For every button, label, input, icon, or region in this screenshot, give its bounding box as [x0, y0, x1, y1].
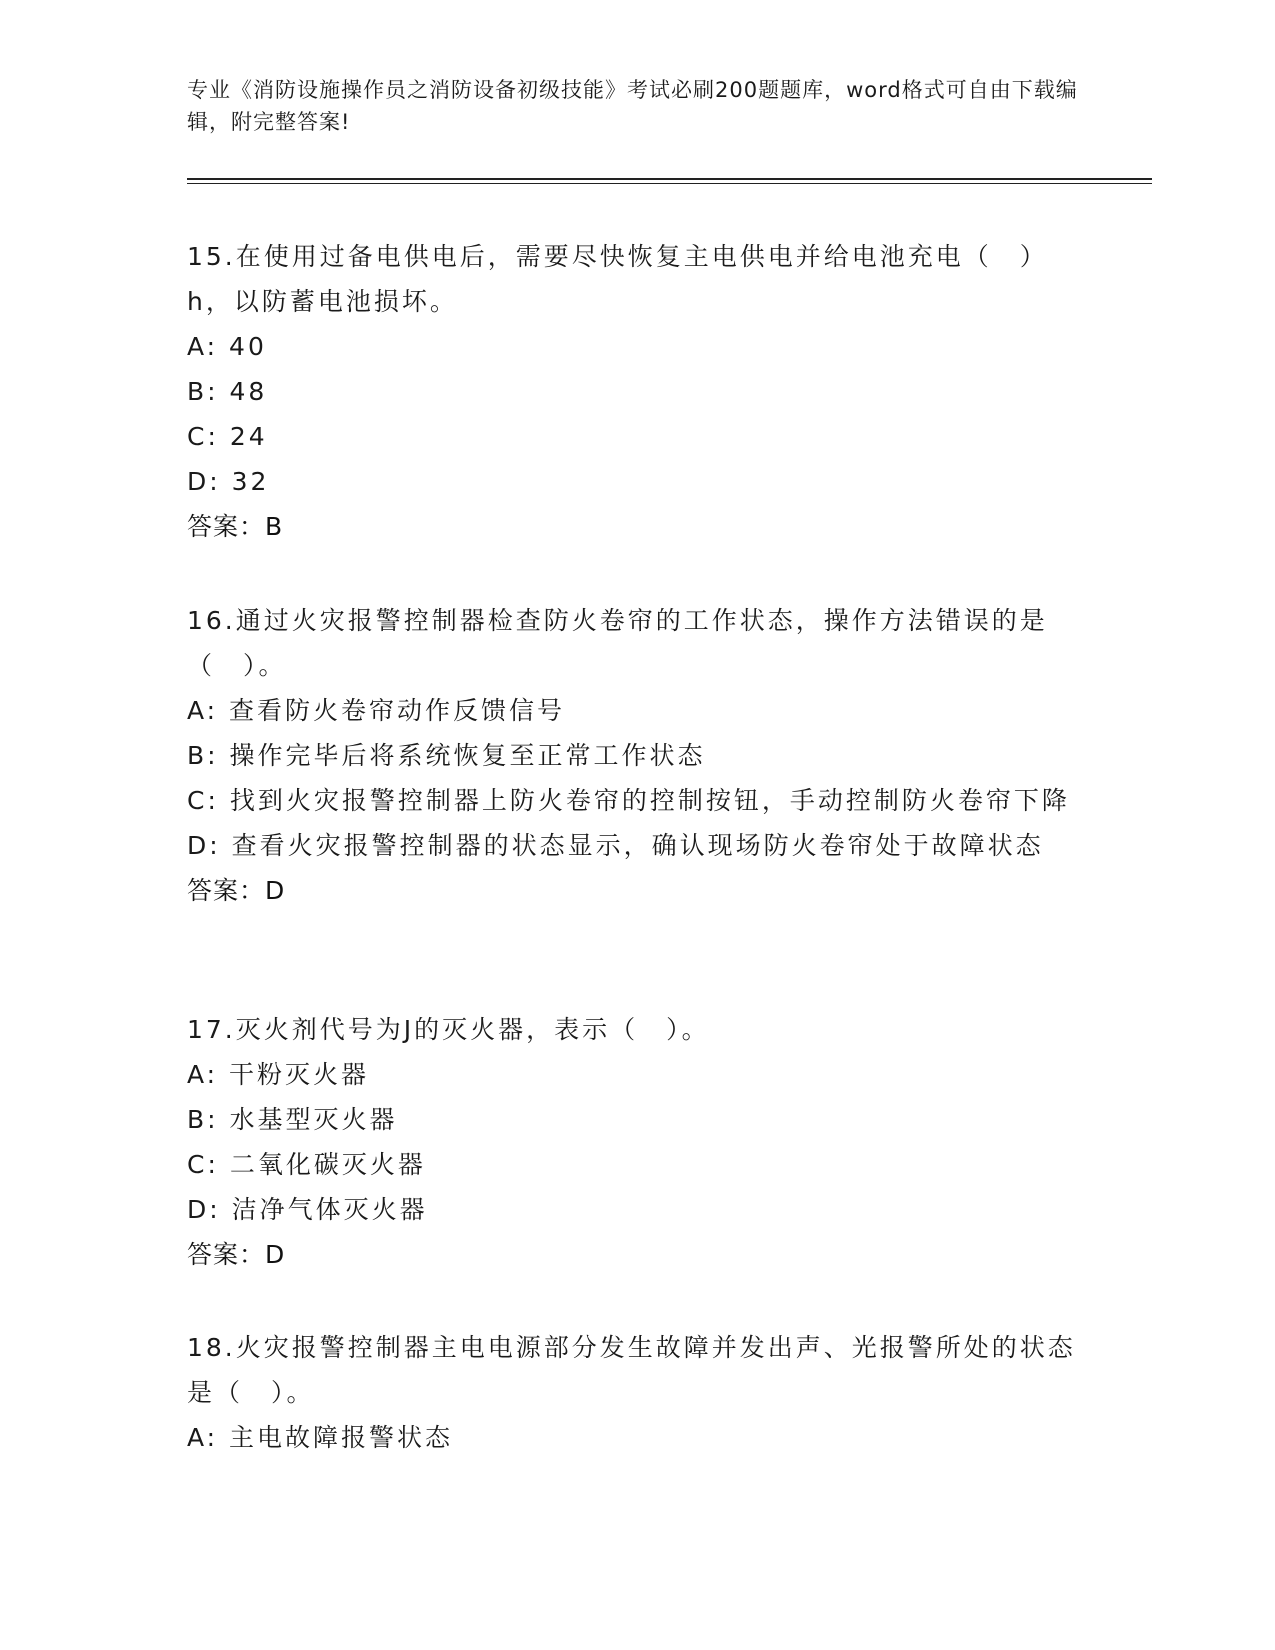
option-b: B: 48	[187, 377, 268, 406]
option-a: A: 40	[187, 332, 267, 361]
option-c: C: 24	[187, 422, 268, 451]
question-stem: 16.通过火灾报警控制器检查防火卷帘的工作状态，操作方法错误的是（ ）。	[187, 606, 1048, 680]
option-a: A: 主电故障报警状态	[187, 1423, 454, 1452]
question-18	[187, 1325, 1087, 1460]
option-d: D: 32	[187, 467, 270, 496]
header-divider-thin	[187, 183, 1152, 184]
answer-line: 答案：B	[187, 512, 284, 541]
question-16	[187, 598, 1087, 913]
question-15	[187, 234, 1087, 549]
option-c: C: 二氧化碳灭火器	[187, 1150, 426, 1179]
answer-line: 答案：D	[187, 1240, 286, 1269]
document-header-title: 专业《消防设施操作员之消防设备初级技能》考试必刷200题题库，word格式可自由下载编辑，附完整答案!	[187, 78, 1078, 134]
option-b: B: 操作完毕后将系统恢复至正常工作状态	[187, 741, 706, 770]
question-stem: 17.灭火剂代号为J的灭火器，表示（ ）。	[187, 1015, 710, 1044]
question-stem: 15.在使用过备电供电后，需要尽快恢复主电供电并给电池充电（ ）h，以防蓄电池损坏。	[187, 242, 1048, 316]
option-d: D: 查看火灾报警控制器的状态显示，确认现场防火卷帘处于故障状态	[187, 831, 1044, 860]
answer-line: 答案：D	[187, 876, 286, 905]
option-b: B: 水基型灭火器	[187, 1105, 398, 1134]
option-a: A: 查看防火卷帘动作反馈信号	[187, 696, 566, 725]
question-17	[187, 1007, 1087, 1277]
question-stem: 18.火灾报警控制器主电电源部分发生故障并发出声、光报警所处的状态是（ ）。	[187, 1333, 1076, 1407]
option-c: C: 找到火灾报警控制器上防火卷帘的控制按钮，手动控制防火卷帘下降	[187, 786, 1070, 815]
header-divider-thick	[187, 178, 1152, 180]
option-d: D: 洁净气体灭火器	[187, 1195, 428, 1224]
option-a: A: 干粉灭火器	[187, 1060, 370, 1089]
